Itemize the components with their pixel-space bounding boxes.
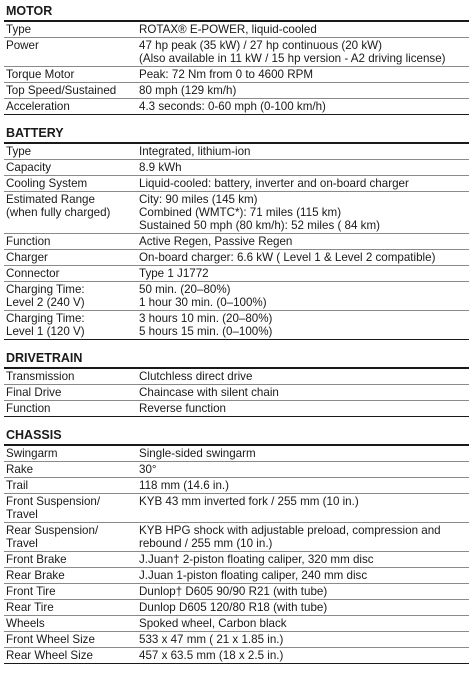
spec-value: 4.3 seconds: 0-60 mph (0-100 km/h)	[137, 99, 469, 115]
spec-label: Charging Time: Level 2 (240 V)	[4, 282, 137, 311]
spec-label: Transmission	[4, 369, 137, 385]
spec-section-chassis	[4, 426, 469, 664]
spec-value: Clutchless direct drive	[137, 369, 469, 385]
spec-value: 30°	[137, 462, 469, 478]
spec-row	[4, 632, 469, 648]
spec-table	[4, 369, 469, 417]
spec-sections	[4, 2, 469, 664]
section-title: MOTOR	[6, 4, 53, 18]
spec-row	[4, 311, 469, 340]
spec-value: J.Juan† 2-piston floating caliper, 320 mm disc	[137, 552, 469, 568]
spec-row	[4, 446, 469, 462]
spec-value: J.Juan 1-piston floating caliper, 240 mm disc	[137, 568, 469, 584]
spec-table	[4, 22, 469, 115]
spec-row	[4, 369, 469, 385]
spec-label: Wheels	[4, 616, 137, 632]
spec-value: Reverse function	[137, 401, 469, 417]
spec-value: 118 mm (14.6 in.)	[137, 478, 469, 494]
spec-label: Capacity	[4, 160, 137, 176]
spec-value: On-board charger: 6.6 kW ( Level 1 & Level 2 compatible)	[137, 250, 469, 266]
spec-value: Single-sided swingarm	[137, 446, 469, 462]
spec-value: Spoked wheel, Carbon black	[137, 616, 469, 632]
spec-value: 533 x 47 mm ( 21 x 1.85 in.)	[137, 632, 469, 648]
spec-row	[4, 266, 469, 282]
spec-label: Rear Brake	[4, 568, 137, 584]
spec-row	[4, 600, 469, 616]
spec-label: Top Speed/Sustained	[4, 83, 137, 99]
spec-value: 457 x 63.5 mm (18 x 2.5 in.)	[137, 648, 469, 664]
spec-row	[4, 192, 469, 234]
spec-row	[4, 83, 469, 99]
spec-label: Type	[4, 144, 137, 160]
spec-value: Active Regen, Passive Regen	[137, 234, 469, 250]
spec-value: 3 hours 10 min. (20–80%) 5 hours 15 min. (0–100%)	[137, 311, 469, 340]
spec-label: Rake	[4, 462, 137, 478]
section-gap	[4, 417, 469, 426]
spec-row	[4, 67, 469, 83]
spec-value: 50 min. (20–80%) 1 hour 30 min. (0–100%)	[137, 282, 469, 311]
spec-value: City: 90 miles (145 km) Combined (WMTC*): 71 miles (115 km) Sustained 50 mph (80 km/h): 52 miles ( 84 km)	[137, 192, 469, 234]
spec-row	[4, 282, 469, 311]
spec-value: KYB HPG shock with adjustable preload, compression and rebound / 255 mm (10 in.)	[137, 523, 469, 552]
spec-label: Connector	[4, 266, 137, 282]
spec-value: 80 mph (129 km/h)	[137, 83, 469, 99]
section-gap	[4, 340, 469, 349]
spec-label: Front Wheel Size	[4, 632, 137, 648]
spec-row	[4, 584, 469, 600]
spec-label: Final Drive	[4, 385, 137, 401]
spec-row	[4, 99, 469, 115]
spec-value: 47 hp peak (35 kW) / 27 hp continuous (20 kW) (Also available in 11 kW / 15 hp version - A2 driving license)	[137, 38, 469, 67]
spec-value: Liquid-cooled: battery, inverter and on-board charger	[137, 176, 469, 192]
spec-row	[4, 22, 469, 38]
spec-label: Trail	[4, 478, 137, 494]
spec-row	[4, 401, 469, 417]
spec-row	[4, 144, 469, 160]
spec-section-battery	[4, 124, 469, 340]
spec-label: Charging Time: Level 1 (120 V)	[4, 311, 137, 340]
spec-label: Type	[4, 22, 137, 38]
spec-value: Type 1 J1772	[137, 266, 469, 282]
spec-table	[4, 144, 469, 340]
spec-section-drivetrain	[4, 349, 469, 417]
spec-value: KYB 43 mm inverted fork / 255 mm (10 in.)	[137, 494, 469, 523]
spec-row	[4, 250, 469, 266]
spec-label: Rear Suspension/ Travel	[4, 523, 137, 552]
spec-value: Peak: 72 Nm from 0 to 4600 RPM	[137, 67, 469, 83]
spec-row	[4, 234, 469, 250]
spec-row	[4, 648, 469, 664]
spec-label: Estimated Range (when fully charged)	[4, 192, 137, 234]
spec-value: ROTAX® E-POWER, liquid-cooled	[137, 22, 469, 38]
section-title: CHASSIS	[6, 428, 62, 442]
section-title: BATTERY	[6, 126, 64, 140]
spec-value: Integrated, lithium-ion	[137, 144, 469, 160]
spec-label: Front Tire	[4, 584, 137, 600]
spec-section-motor	[4, 2, 469, 115]
spec-row	[4, 38, 469, 67]
spec-label: Function	[4, 401, 137, 417]
spec-label: Rear Tire	[4, 600, 137, 616]
section-gap	[4, 115, 469, 124]
spec-label: Front Suspension/ Travel	[4, 494, 137, 523]
spec-table	[4, 446, 469, 664]
spec-row	[4, 478, 469, 494]
spec-label: Function	[4, 234, 137, 250]
spec-label: Front Brake	[4, 552, 137, 568]
spec-row	[4, 176, 469, 192]
spec-row	[4, 616, 469, 632]
spec-row	[4, 385, 469, 401]
spec-value: Chaincase with silent chain	[137, 385, 469, 401]
spec-row	[4, 160, 469, 176]
spec-value: Dunlop D605 120/80 R18 (with tube)	[137, 600, 469, 616]
section-title: DRIVETRAIN	[6, 351, 83, 365]
spec-label: Charger	[4, 250, 137, 266]
spec-value: Dunlop† D605 90/90 R21 (with tube)	[137, 584, 469, 600]
spec-row	[4, 523, 469, 552]
spec-label: Power	[4, 38, 137, 67]
spec-label: Acceleration	[4, 99, 137, 115]
spec-label: Torque Motor	[4, 67, 137, 83]
spec-row	[4, 462, 469, 478]
spec-value: 8.9 kWh	[137, 160, 469, 176]
spec-label: Rear Wheel Size	[4, 648, 137, 664]
spec-label: Swingarm	[4, 446, 137, 462]
spec-row	[4, 568, 469, 584]
spec-row	[4, 494, 469, 523]
spec-label: Cooling System	[4, 176, 137, 192]
spec-row	[4, 552, 469, 568]
